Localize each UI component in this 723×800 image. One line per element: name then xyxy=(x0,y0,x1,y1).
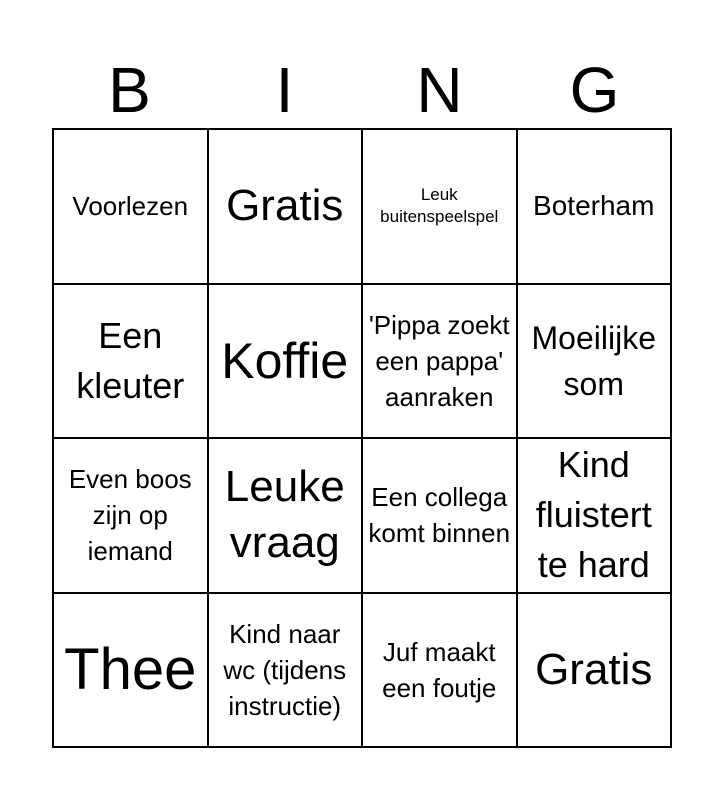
header-letter-n: N xyxy=(416,54,463,126)
bingo-cell-r1c2[interactable] xyxy=(209,130,364,285)
cell-text: Gratis xyxy=(535,644,653,694)
cell-text: Kind naar wc (tijdens instructie) xyxy=(223,618,347,721)
cell-text: Een kleuter xyxy=(76,314,185,406)
bingo-cell-r1c1[interactable] xyxy=(54,130,209,285)
cell-text: Even boos zijn op iemand xyxy=(68,464,192,567)
bingo-cell-r3c4[interactable] xyxy=(518,439,673,594)
cell-text: Een collega komt binnen xyxy=(368,482,511,549)
bingo-grid xyxy=(52,128,672,748)
bingo-cell-r4c4[interactable] xyxy=(518,594,673,749)
bingo-cell-r3c1[interactable] xyxy=(54,439,209,594)
bingo-cell-r3c2[interactable] xyxy=(209,439,364,594)
cell-text: Moeilijke som xyxy=(531,319,656,402)
cell-text: Boterham xyxy=(533,190,655,222)
cell-text: Juf maakt een foutje xyxy=(382,636,497,703)
cell-text: Leuke vraag xyxy=(224,462,345,568)
bingo-cell-r1c4[interactable] xyxy=(518,130,673,285)
cell-text: Kind fluistert te hard xyxy=(535,444,652,586)
bingo-header xyxy=(52,52,672,128)
cell-text: Thee xyxy=(64,636,197,702)
header-letter-g: G xyxy=(569,54,620,126)
bingo-cell-r4c1[interactable] xyxy=(54,594,209,749)
bingo-cell-r3c3[interactable] xyxy=(363,439,518,594)
header-letter-i: I xyxy=(275,54,294,126)
cell-text: Gratis xyxy=(226,181,344,231)
bingo-cell-r1c3[interactable] xyxy=(363,130,518,285)
bingo-cell-r4c2[interactable] xyxy=(209,594,364,749)
bingo-cell-r2c3[interactable] xyxy=(363,285,518,440)
cell-text: Voorlezen xyxy=(72,191,189,222)
bingo-cell-r2c2[interactable] xyxy=(209,285,364,440)
bingo-cell-r2c4[interactable] xyxy=(518,285,673,440)
bingo-cell-r4c3[interactable] xyxy=(363,594,518,749)
cell-text: 'Pippa zoekt een pappa' aanraken xyxy=(368,309,510,412)
cell-text: Koffie xyxy=(221,332,349,389)
header-letter-b: B xyxy=(108,54,151,126)
bingo-cell-r2c1[interactable] xyxy=(54,285,209,440)
cell-text: Leuk buitenspeelspel xyxy=(380,185,499,227)
